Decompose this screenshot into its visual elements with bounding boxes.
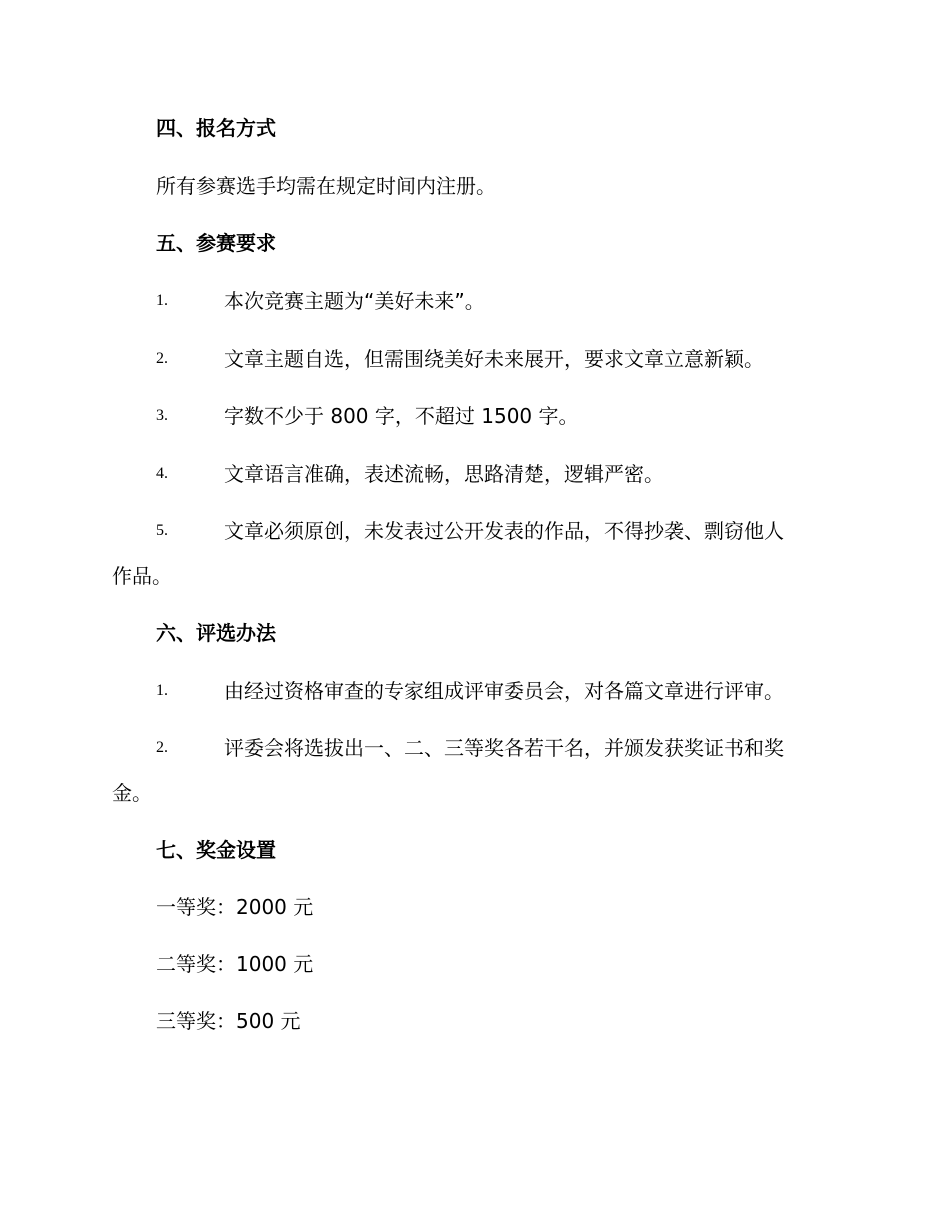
list-item-number: 2. (156, 739, 168, 756)
list-item-text: 文章必须原创，未发表过公开发表的作品，不得抄袭、剽窃他人 (224, 519, 784, 543)
section-heading-registration: 四、报名方式 (156, 116, 276, 140)
list-item-continuation: 作品。 (112, 564, 172, 588)
list-item-number: 1. (156, 682, 168, 699)
section-heading-evaluation: 六、评选办法 (156, 621, 276, 645)
list-item-text: 评委会将选拔出一、二、三等奖各若干名，并颁发获奖证书和奖 (224, 736, 784, 760)
list-item-text: 本次竞赛主题为“美好未来”。 (224, 289, 485, 313)
list-item-number: 1. (156, 292, 168, 309)
list-item-number: 3. (156, 407, 168, 424)
section-heading-prizes: 七、奖金设置 (156, 838, 276, 862)
prize-third: 三等奖：500 元 (156, 1009, 301, 1033)
list-item-text: 文章语言准确，表述流畅，思路清楚，逻辑严密。 (224, 462, 664, 486)
section-heading-requirements: 五、参赛要求 (156, 231, 276, 255)
list-item-number: 2. (156, 350, 168, 367)
list-item-number: 4. (156, 465, 168, 482)
list-item-continuation: 金。 (112, 781, 152, 805)
prize-first: 一等奖：2000 元 (156, 895, 314, 919)
registration-paragraph: 所有参赛选手均需在规定时间内注册。 (156, 174, 496, 198)
list-item-text: 文章主题自选，但需围绕美好未来展开，要求文章立意新颖。 (224, 347, 764, 371)
list-item-number: 5. (156, 522, 168, 539)
list-item-text: 由经过资格审查的专家组成评审委员会，对各篇文章进行评审。 (224, 679, 784, 703)
list-item-text: 字数不少于 800 字，不超过 1500 字。 (224, 404, 579, 428)
prize-second: 二等奖：1000 元 (156, 952, 314, 976)
